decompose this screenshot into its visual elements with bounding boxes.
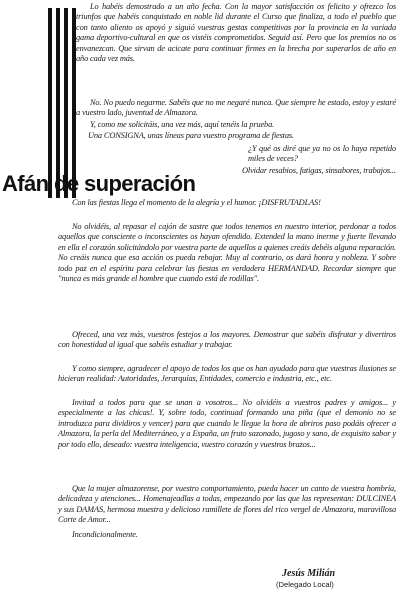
article-title: Afán de superación [2,171,196,196]
vertical-bar [56,8,60,198]
paragraph-agradecer: Y como siempre, agradecer el apoyo de todos los que os han ayudado para que vuestras ilusiones se hicieran realidad: Autoridades, Jerarquías, Entidades, comercio e industria, etc., etc. [58,364,396,384]
paragraph-consigna: Una CONSIGNA, unas líneas para vuestro programa de fiestas. [88,131,294,140]
paragraph-mayores: Ofreced, una vez más, vuestros festejos a los mayores. Demostrar que sabéis disfrutar y divertiros con honestidad al igual que sabéis estudiar y trabajar. [58,330,396,350]
paragraph-fiestas: Con las fiestas llega el momento de la alegría y el humor. ¡DISFRUTADLAS! [72,198,321,207]
paragraph-question: ¿Y qué os diré que ya no os lo haya repetido miles de veces? [248,144,396,164]
decorative-vertical-bars [48,8,78,198]
paragraph-prueba: Y, como me solicitáis, una vez más, aquí tenéis la prueba. [90,120,275,129]
paragraph-no-puedo: No. No puedo negarme. Sabéis que no me negaré nunca. Que siempre he estado, estoy y estaré a vuestro lado, juventud de Almazora. [76,98,396,118]
vertical-bar [64,8,68,198]
paragraph-mujer: Que la mujer almazorense, por vuestro comportamiento, pueda hacer un canto de vuestra hombría, delicadeza y atenciones... Homenajeadlas a todas, empezando por las que las representan: DULCINEA y sus DAMAS, hermosa muestra y delicioso ramillete de flores del rico vergel de Almazora, maravillosa Corte de Amor... [58,484,396,525]
paragraph-closing: Incondicionalmente. [72,530,138,539]
paragraph-olvidar: Olvidar resabios, fatigas, sinsabores, trabajos... [242,166,396,175]
signature-role: (Delegado Local) [276,580,334,589]
paragraph-invitad: Invitad a todos para que se unan a vosotros... No olvidéis a vuestros padres y amigos... y especialmente a las chicas!. Y, sobre todo, continuad formando una piña (que el demonio no se introduzca para dividiros y vencer) para que cuando le llegue la hora de abriros paso podáis ofrecer a Almazora, la perla del Mediterráneo, y a España, un fruto sazonado, jugoso y sano, de exquisito sabor y por todo ello, deseado: vuestra inteligencia, vuestro corazón y vuestros brazos... [58,398,396,449]
paragraph-perdonar: No olvidéis, al repasar el cajón de sastre que todos tenemos en nuestro interior, perdonar a todos aquellos que consciente o inconscientes os hayan ofendido. Extended la mano inerme y fuerte llevando en ella el corazón solicitándolo por vuestra parte de aquellos a quienes creáis debéis alguna reparación. No creáis nunca que esa acción os pueda rebajar. Muy al contrario, os dará honra y nobleza. Y sobre todo paz en el espíritu para celebrar las fiestas en verdadera HERMANDAD. Recordar siempre que "nunca es más grande el hombre que cuando está de rodillas". [58,222,396,284]
signature-name: Jesús Milián [282,568,336,579]
vertical-bar [48,8,52,198]
paragraph-intro: Lo habéis demostrado a un año fecha. Con la mayor satisfacción os felicito y ofrezco los triunfos que habéis conquistado en noble lid durante el Curso que finaliza, a todo el pueblo que con tanto aliento os apoyó y siguió vuestras gestas competitivas por la provincia en la variada gama deportivo-cultural en que os vistéis comprometidos. Seguid así. Pero que los premios no os envanezcan. Que sirvan de acicate para continuar firmes en la brecha por superarlos de año en año cada vez más. [76,2,396,64]
